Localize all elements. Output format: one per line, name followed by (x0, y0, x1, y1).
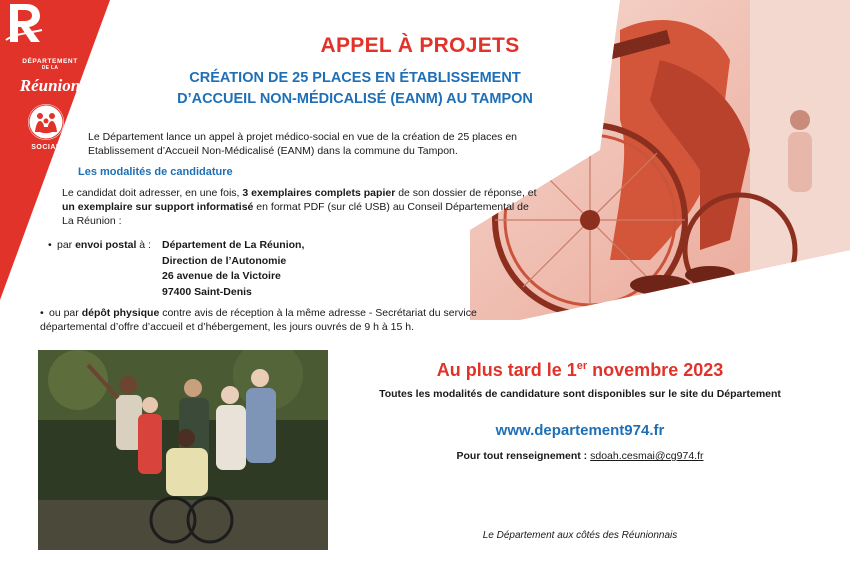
deadline-a: Au plus tard le 1 (436, 360, 577, 380)
address-line: 26 avenue de la Victoire (162, 270, 281, 283)
bullet-postal (48, 238, 151, 253)
p2-bold-digital: un exemplaire sur support informatisé (62, 201, 254, 213)
p2-text-e: en format PDF (sur clé USB) au Conseil Départemental de La Réunion : (62, 201, 529, 227)
contact-label: Pour tout renseignement : (456, 450, 588, 462)
bullet-dot-icon: • (40, 307, 44, 319)
social-label: SOCIAL (31, 144, 61, 151)
address-line: Direction de l’Autonomie (162, 254, 287, 267)
contact-line (340, 450, 820, 462)
p2-text-c: de son dossier de réponse, et (395, 187, 537, 199)
postal-address (162, 238, 304, 300)
reunion-logo-icon (0, 0, 46, 46)
logo-reunion-text: Réunion (19, 76, 81, 95)
p2-text-a: Le candidat doit adresser, en une fois, (62, 187, 243, 199)
bullet2-text-a: ou par (49, 307, 82, 319)
deadline-b: novembre 2023 (587, 360, 724, 380)
bullet1-text-a: par (57, 239, 76, 251)
contact-email-link[interactable]: sdoah.cesmai@cg974.fr (590, 450, 704, 462)
logo-department-text: DÉPARTEMENT DE LA (22, 58, 78, 71)
info-text: Toutes les modalités de candidature sont disponibles sur le site du Département (379, 388, 781, 400)
intro-paragraph: Le Département lance un appel à projet médico-social en vue de la création de 25 places en Etablissement d’Accueil Non-Médicalisé (EANM) dans la commune du Tampon. (88, 131, 518, 157)
page-title: APPEL À PROJETS (320, 34, 520, 57)
deadline-text (340, 360, 820, 381)
address-line: Département de La Réunion, (162, 239, 305, 251)
website-link[interactable]: www.departement974.fr (495, 422, 665, 439)
bullet1-text-c: à : (136, 239, 151, 251)
candidate-paragraph (62, 186, 542, 228)
page-subtitle (135, 68, 575, 110)
subtitle-line1: CRÉATION DE 25 PLACES EN ÉTABLISSEMENT (189, 70, 521, 86)
modalites-heading: Les modalités de candidature (78, 166, 233, 178)
address-line: 97400 Saint-Denis (162, 285, 252, 298)
p2-bold-copies: 3 exemplaires complets papier (242, 187, 396, 199)
slogan: Le Département aux côtés des Réunionnais (482, 530, 678, 541)
deadline-sup: er (576, 360, 588, 372)
bullet-dot-icon: • (48, 239, 52, 251)
bullet1-bold: envoi postal (75, 239, 137, 251)
bullet2-bold: dépôt physique (81, 307, 160, 319)
bullet-depot (40, 306, 520, 334)
social-family-icon (28, 104, 64, 140)
bullet2-text-c: contre avis de réception à la même adresse - Secrétariat du service départemental d’offre d’accueil et d’hébergement, les jours ouvrés de 9 h à 15 h. (40, 307, 477, 333)
group-photo (38, 350, 328, 550)
subtitle-line2: D’ACCUEIL NON-MÉDICALISÉ (EANM) AU TAMPON (177, 91, 533, 107)
